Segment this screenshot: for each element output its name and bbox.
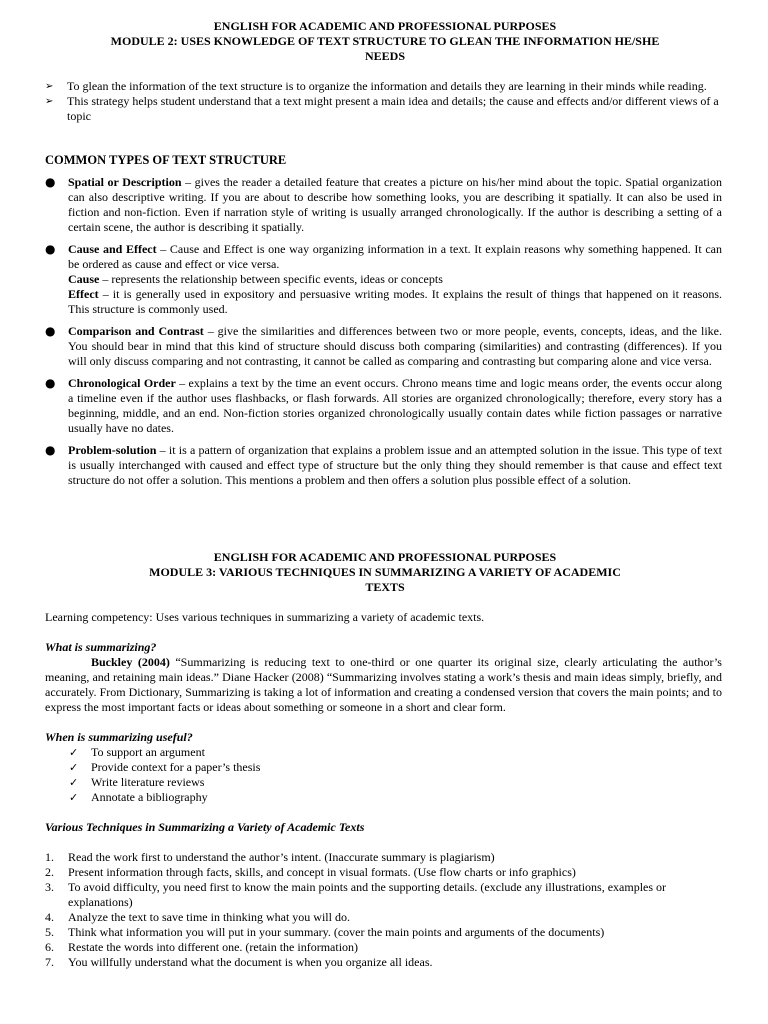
checklist-text: Annotate a bibliography bbox=[91, 790, 208, 804]
structure-item-comparison bbox=[45, 324, 722, 369]
learning-competency: Learning competency: Uses various techniques in summarizing a variety of academic texts. bbox=[45, 610, 485, 624]
module2-title-line1: ENGLISH FOR ACADEMIC AND PROFESSIONAL PURPOSES bbox=[213, 19, 557, 33]
techniques-list bbox=[45, 850, 722, 970]
structure-item-spatial bbox=[45, 175, 722, 235]
check-icon: ✓ bbox=[69, 776, 79, 789]
text-structure-list bbox=[45, 175, 722, 495]
item-number: 2. bbox=[45, 865, 54, 879]
technique-text: Think what information you will put in your summary. (cover the main points and arguments of the documents) bbox=[68, 925, 605, 939]
definition-author: Buckley (2004) bbox=[91, 655, 170, 669]
module3-title-line2: MODULE 3: VARIOUS TECHNIQUES IN SUMMARIZING A VARIETY OF ACADEMIC bbox=[149, 565, 621, 579]
checklist-item bbox=[69, 745, 722, 760]
technique-text: You willfully understand what the document is when you organize all ideas. bbox=[68, 955, 433, 969]
technique-text: Restate the words into different one. (retain the information) bbox=[68, 940, 359, 954]
structure-description: – explains a text by the time an event occurs. Chrono means time and logic means order, the events occur along a timeline even if the author uses flashbacks, or flash forwards. All stories are organized chronologically; therefore, every story has a beginning, middle, and an end. Non-fiction stories organized chronologically usually contain dates while fiction passages or narrative usually have no dates. bbox=[68, 376, 722, 435]
arrow-list-item bbox=[45, 79, 727, 94]
cause-description: – represents the relationship between specific events, ideas or concepts bbox=[99, 272, 443, 286]
module3-title-line3: TEXTS bbox=[365, 580, 405, 594]
checklist-text: Write literature reviews bbox=[91, 775, 205, 789]
technique-item bbox=[45, 850, 722, 865]
summarizing-definition bbox=[45, 655, 722, 715]
structure-description: – Cause and Effect is one way organizing information in a text. It explain reasons why something happened. It can be ordered as cause and effect or vice versa. bbox=[68, 242, 722, 271]
bullet-icon: ● bbox=[45, 443, 56, 457]
bullet-icon: ● bbox=[45, 376, 56, 390]
technique-item bbox=[45, 880, 722, 910]
item-number: 4. bbox=[45, 910, 54, 924]
technique-item bbox=[45, 910, 722, 925]
module2-title bbox=[40, 19, 730, 64]
module3-body bbox=[45, 610, 722, 970]
structure-item-problem-solution bbox=[45, 443, 722, 488]
structure-term: Cause and Effect bbox=[68, 242, 157, 256]
module2-title-line3: NEEDS bbox=[364, 49, 405, 63]
arrow-bullet-icon: ➢ bbox=[45, 96, 54, 107]
structure-description: – gives the reader a detailed feature that creates a picture on his/her mind about the topic. Spatial organization can also descriptive writing. If you are about to describe how something looks, you are describing it spatially. It can also be used in fiction and non-fiction. Even if narration style of writing is usually arranged chronologically. If the author is describing a setting of a certain scene, the author is describing it spatially. bbox=[68, 175, 722, 234]
cause-term: Cause bbox=[68, 272, 100, 286]
technique-text: To avoid difficulty, you need first to know the main points and the supporting details. (exclude any illustrations, examples or explanations) bbox=[68, 880, 667, 909]
item-number: 6. bbox=[45, 940, 54, 954]
technique-item bbox=[45, 925, 722, 940]
effect-term: Effect bbox=[68, 287, 99, 301]
item-number: 1. bbox=[45, 850, 54, 864]
check-icon: ✓ bbox=[69, 761, 79, 774]
structure-term: Chronological Order bbox=[68, 376, 176, 390]
technique-item bbox=[45, 955, 722, 970]
check-icon: ✓ bbox=[69, 791, 79, 804]
structure-term: Problem-solution bbox=[68, 443, 157, 457]
structure-description: – it is a pattern of organization that explains a problem issue and an attempted solution in the issue. This type of text is usually interchanged with caused and effect type of structure but the only thing they should remember is that cause and effect text structure do not offer a solution. This mentions a problem and then offers a solution plus possible effect of a solution. bbox=[68, 443, 722, 487]
structure-description: – give the similarities and differences between two or more people, events, concepts, ideas, and the like. You should bear in mind that this kind of structure should discuss both comparing (similarities) and contrasting (differences). If you will only discuss comparing and not contrasting, it cannot be called as comparing and contrasting but comparing alone and vice versa. bbox=[68, 324, 722, 368]
arrow-bullet-icon: ➢ bbox=[45, 81, 54, 92]
technique-text: Read the work first to understand the author’s intent. (Inaccurate summary is plagiarism) bbox=[68, 850, 495, 864]
arrow-item-text: This strategy helps student understand that a text might present a main idea and details; the cause and effects and/or different views of a topic bbox=[67, 94, 719, 123]
bullet-icon: ● bbox=[45, 324, 56, 338]
techniques-heading: Various Techniques in Summarizing a Variety of Academic Texts bbox=[45, 820, 365, 834]
structure-item-cause-effect bbox=[45, 242, 722, 317]
structure-item-chronological bbox=[45, 376, 722, 436]
technique-item bbox=[45, 940, 722, 955]
checklist-text: Provide context for a paper’s thesis bbox=[91, 760, 261, 774]
module2-title-line2: MODULE 2: USES KNOWLEDGE OF TEXT STRUCTURE TO GLEAN THE INFORMATION HE/SHE bbox=[110, 34, 660, 48]
checklist-item bbox=[69, 775, 722, 790]
checklist-item bbox=[69, 790, 722, 805]
module2-arrow-list bbox=[45, 79, 727, 124]
structure-term: Comparison and Contrast bbox=[68, 324, 204, 338]
technique-text: Analyze the text to save time in thinking what you will do. bbox=[68, 910, 350, 924]
when-useful-heading: When is summarizing useful? bbox=[45, 730, 193, 744]
item-number: 7. bbox=[45, 955, 54, 969]
useful-checklist bbox=[69, 745, 722, 805]
bullet-icon: ● bbox=[45, 242, 56, 256]
what-is-summarizing-heading: What is summarizing? bbox=[45, 640, 157, 654]
arrow-item-text: To glean the information of the text structure is to organize the information and details they are learning in their minds while reading. bbox=[67, 79, 707, 93]
module3-title bbox=[40, 550, 730, 595]
checklist-text: To support an argument bbox=[91, 745, 205, 759]
structure-term: Spatial or Description bbox=[68, 175, 182, 189]
arrow-list-item bbox=[45, 94, 727, 124]
check-icon: ✓ bbox=[69, 746, 79, 759]
text-structure-heading: COMMON TYPES OF TEXT STRUCTURE bbox=[45, 153, 287, 167]
bullet-icon: ● bbox=[45, 175, 56, 189]
item-number: 3. bbox=[45, 880, 54, 894]
technique-text: Present information through facts, skills, and concept in visual formats. (Use flow charts or info graphics) bbox=[68, 865, 576, 879]
item-number: 5. bbox=[45, 925, 54, 939]
definition-text: “Summarizing is reducing text to one-third or one quarter its original size, clearly articulating the author’s meaning, and retaining main ideas.” Diane Hacker (2008) “Summarizing involves stating a work’s thesis and main ideas simply, briefly, and accurately. From Dictionary, Summarizing is taking a lot of information and creating a condensed version that covers the main points; and to express the most important facts or ideas about something or someone in a short and clear form. bbox=[45, 655, 722, 714]
effect-description: – it is generally used in expository and persuasive writing modes. It explains the result of things that happened on it reasons. This structure is commonly used. bbox=[68, 287, 722, 316]
checklist-item bbox=[69, 760, 722, 775]
technique-item bbox=[45, 865, 722, 880]
module3-title-line1: ENGLISH FOR ACADEMIC AND PROFESSIONAL PURPOSES bbox=[213, 550, 557, 564]
